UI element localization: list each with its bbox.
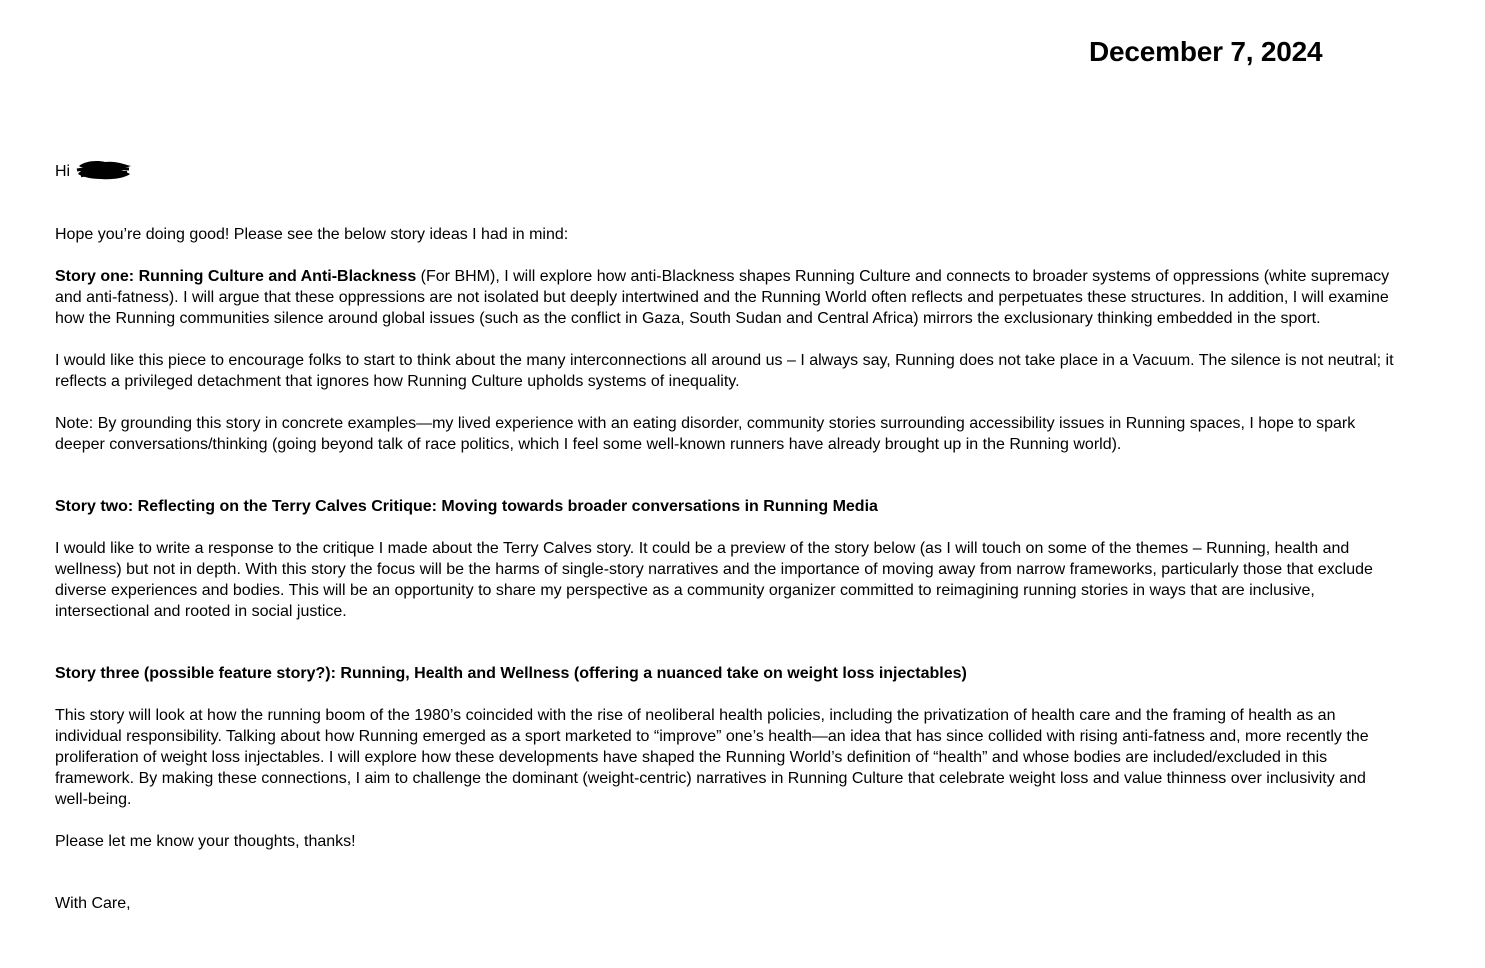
story-two-heading: Story two: Reflecting on the Terry Calves Critique: Moving towards broader conversations in Running Media [55, 498, 878, 515]
greeting-line [55, 160, 1395, 182]
story-one-paragraph [55, 266, 1395, 329]
letter-body [55, 160, 1395, 914]
redaction-scribble-icon [75, 159, 131, 179]
greeting-text: Hi [55, 162, 71, 180]
story-three-body: This story will look at how the running boom of the 1980’s coincided with the rise of neoliberal health policies, including the privatization of health care and the framing of health as an individual responsibility. Talking about how Running emerged as a sport marketed to “improve” one’s health—an idea that has since collided with rising anti-fatness and, more recently the proliferation of weight loss injectables. I will explore how these developments have shaped the Running World’s definition of “health” and whose bodies are included/excluded in this framework. By making these connections, I aim to challenge the dominant (weight-centric) narratives in Running Culture that celebrate weight loss and value thinness over inclusivity and well-being. [55, 707, 1369, 808]
story-one-body: (For BHM), I will explore how anti-Blackness shapes Running Culture and connects to broader systems of oppressions (white supremacy and anti-fatness). I will argue that these oppressions are not isolated but deeply intertwined and the Running World often reflects and perpetuates these structures. In addition, I will examine how the Running communities silence around global issues (such as the conflict in Gaza, South Sudan and Central Africa) mirrors the exclusionary thinking embedded in the sport. [55, 268, 1390, 327]
signoff: With Care, [55, 895, 131, 912]
story-one-followup-paragraph: I would like this piece to encourage folks to start to think about the many interconnections all around us – I always say, Running does not take place in a Vacuum. The silence is not neutral; it reflects a privileged detachment that ignores how Running Culture upholds systems of inequality. [55, 352, 1394, 390]
story-one-heading: Story one: Running Culture and Anti-Blackness [55, 268, 417, 285]
story-three-heading: Story three (possible feature story?): Running, Health and Wellness (offering a nuanced take on weight loss injectables) [55, 665, 967, 682]
closing-request: Please let me know your thoughts, thanks! [55, 833, 356, 850]
letter-date: December 7, 2024 [1089, 36, 1323, 67]
story-one-note-paragraph: Note: By grounding this story in concrete examples—my lived experience with an eating disorder, community stories surrounding accessibility issues in Running spaces, I hope to spark deeper conversations/thinking (going beyond talk of race politics, which I feel some well-known runners have already brought up in the Running world). [55, 415, 1356, 453]
story-two-body: I would like to write a response to the critique I made about the Terry Calves story. It could be a preview of the story below (as I will touch on some of the themes – Running, health and wellness) but not in depth. With this story the focus will be the harms of single-story narratives and the importance of moving away from narrow frameworks, particularly those that exclude diverse experiences and bodies. This will be an opportunity to share my perspective as a community organizer committed to reimagining running stories in ways that are inclusive, intersectional and rooted in social justice. [55, 540, 1373, 620]
intro-paragraph: Hope you’re doing good! Please see the below story ideas I had in mind: [55, 226, 569, 243]
